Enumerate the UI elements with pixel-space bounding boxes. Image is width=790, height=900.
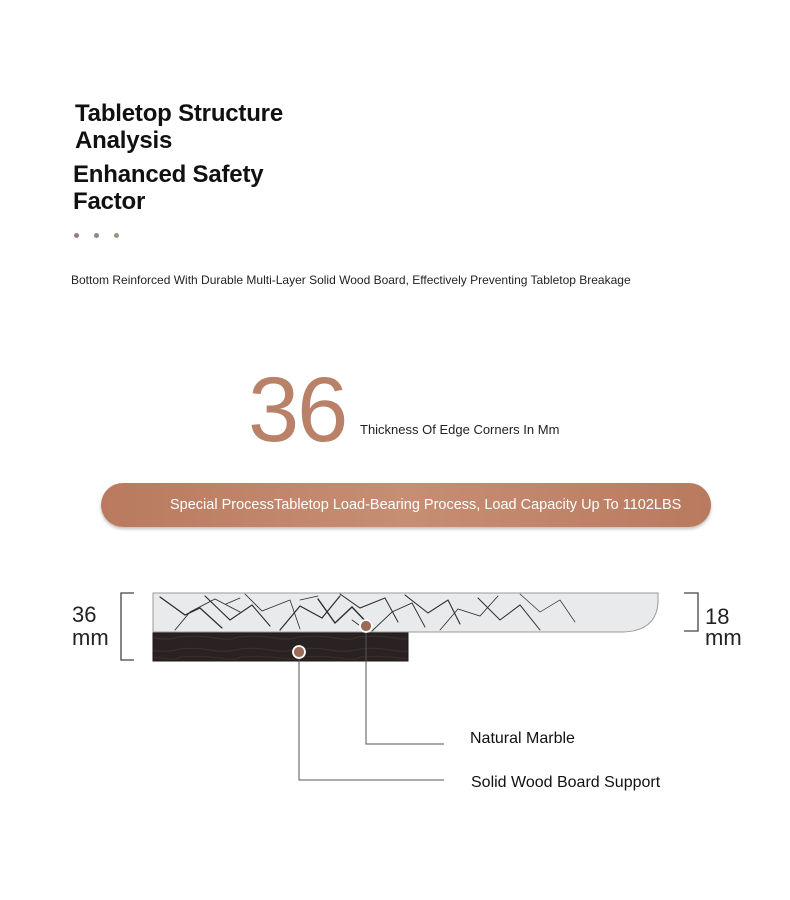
title-line-2: Analysis bbox=[75, 127, 173, 154]
left-dim-unit: mm bbox=[72, 625, 109, 650]
right-dimension-bracket bbox=[684, 593, 698, 631]
marble-marker bbox=[360, 620, 372, 632]
right-dim-unit: mm bbox=[705, 625, 742, 650]
thickness-label: Thickness Of Edge Corners In Mm bbox=[360, 422, 560, 437]
wood-board bbox=[153, 633, 408, 661]
title-line-3: Enhanced Safety bbox=[73, 161, 264, 188]
subtitle: Bottom Reinforced With Durable Multi-Layer Solid Wood Board, Effectively Preventing Tabletop Breakage bbox=[71, 273, 631, 287]
title-line-4: Factor bbox=[73, 188, 146, 215]
left-dimension-bracket bbox=[121, 593, 134, 660]
wood-marker bbox=[293, 646, 305, 658]
banner-text: Special ProcessTabletop Load-Bearing Process, Load Capacity Up To 1102LBS bbox=[170, 497, 682, 513]
marble-slab bbox=[153, 593, 658, 632]
title-line-1: Tabletop Structure bbox=[75, 100, 283, 127]
right-dim-value: 18 bbox=[705, 604, 730, 629]
left-dim-value: 36 bbox=[72, 602, 97, 627]
wood-leader-line bbox=[299, 652, 444, 780]
thickness-number: 36 bbox=[248, 359, 347, 461]
callout-natural-marble: Natural Marble bbox=[470, 730, 575, 747]
callout-solid-wood: Solid Wood Board Support bbox=[471, 774, 661, 791]
